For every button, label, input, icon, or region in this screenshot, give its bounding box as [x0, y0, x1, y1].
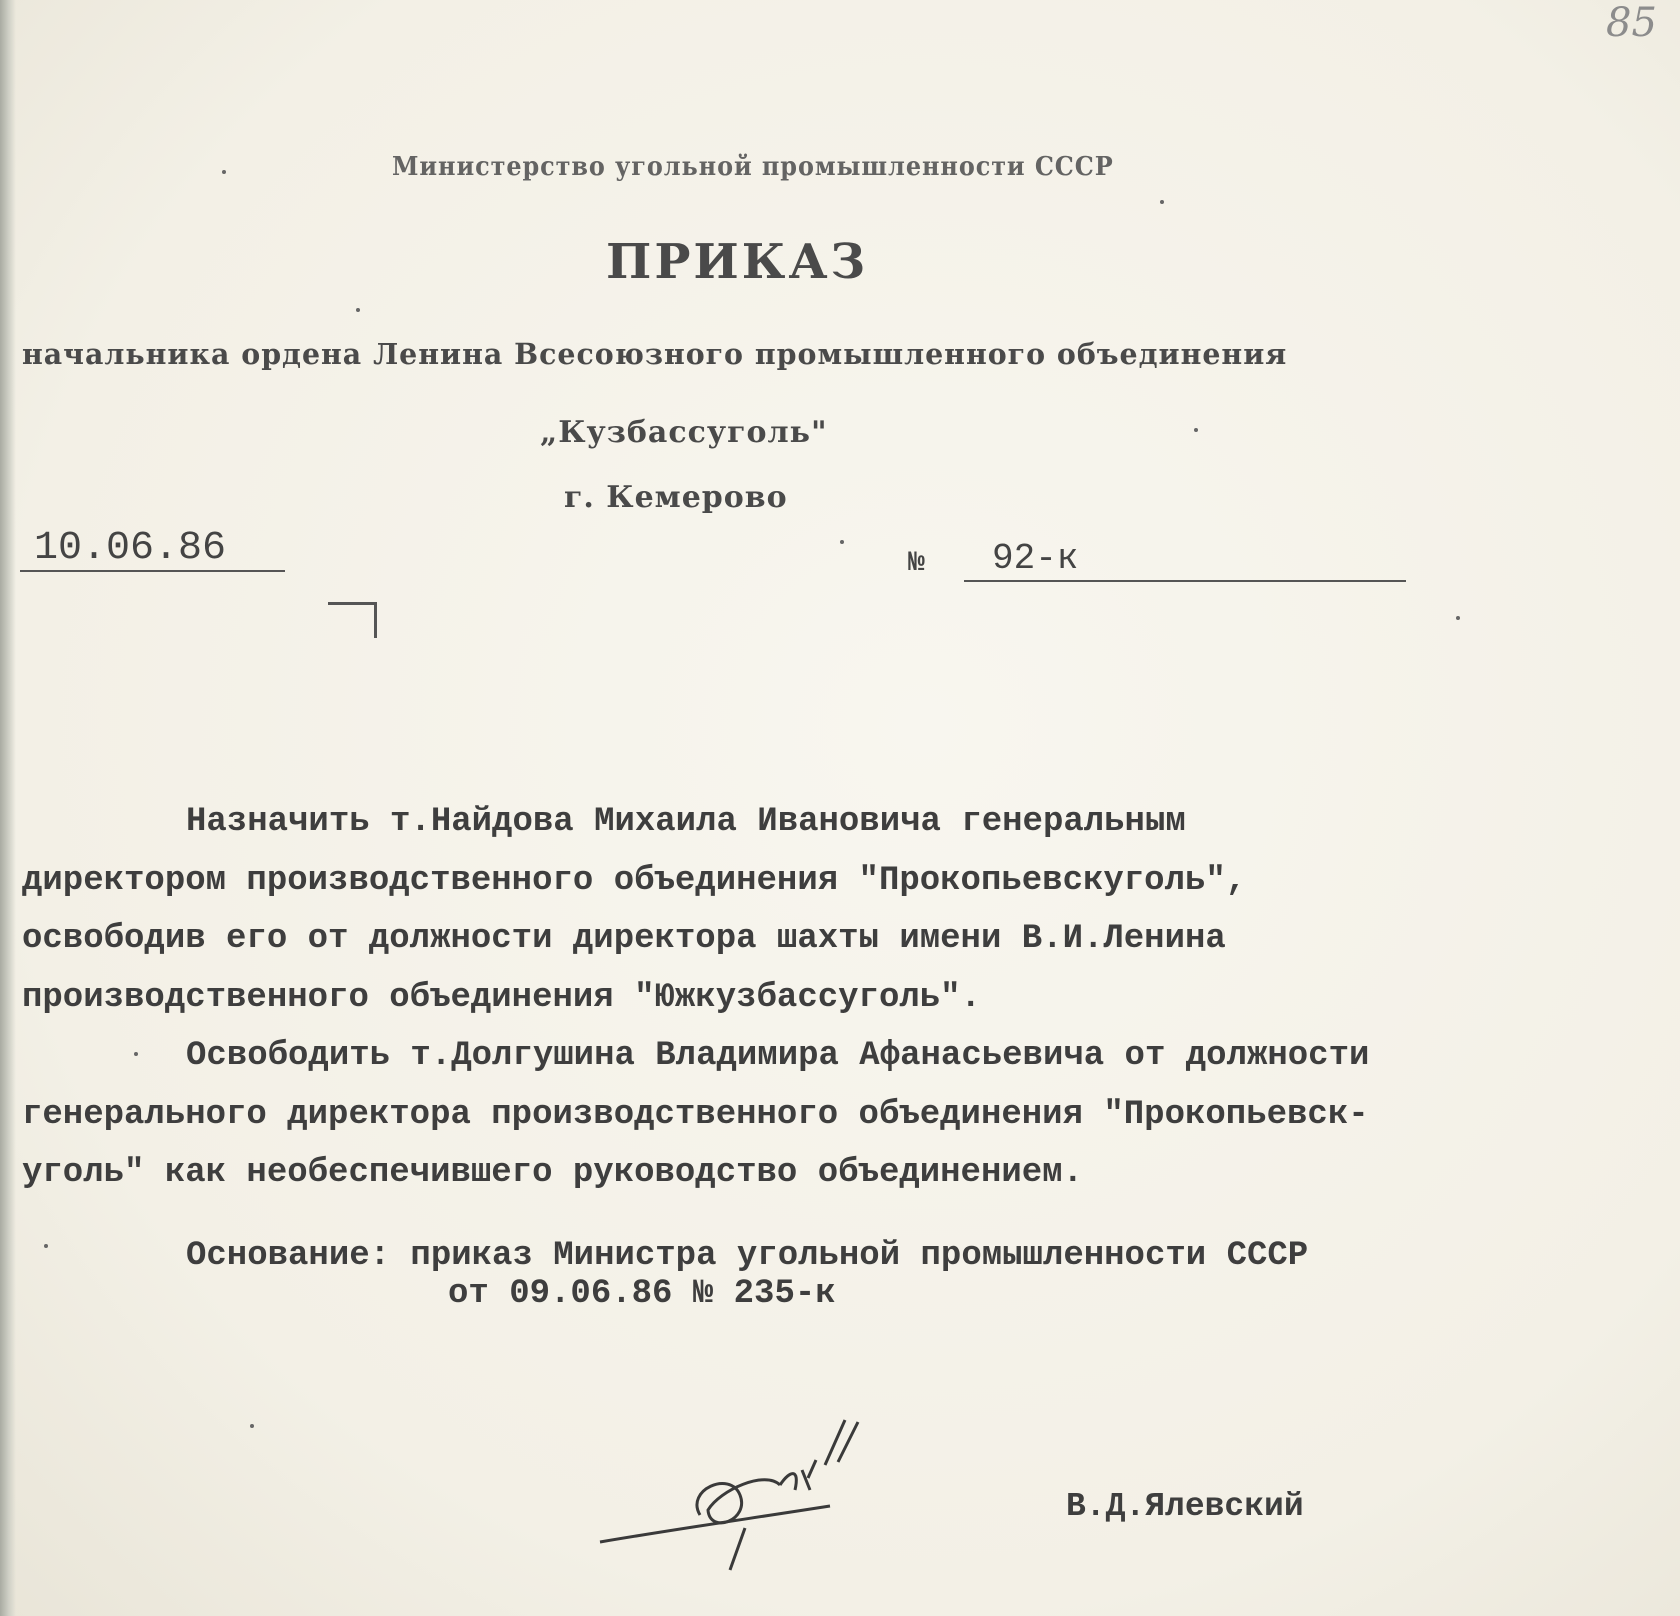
scan-speck — [840, 540, 844, 544]
city-line: г. Кемерово — [564, 480, 788, 515]
scan-edge-shadow — [0, 0, 16, 1616]
corner-mark — [328, 602, 376, 605]
order-body — [22, 793, 1662, 1203]
handwritten-signature — [590, 1410, 920, 1580]
basis-block — [186, 1237, 1308, 1313]
document-title: ПРИКАЗ — [606, 234, 869, 290]
paragraph-dismissal — [22, 1027, 1662, 1203]
body-line: уголь" как необеспечившего руководство объединением. — [22, 1154, 1083, 1192]
body-line: Освободить т.Долгушина Владимира Афанасьевича от должности — [186, 1037, 1370, 1075]
body-line: освободив его от должности директора шахты имени В.И.Ленина — [22, 920, 1226, 958]
issuer-line: начальника ордена Ленина Всесоюзного промышленного объединения — [22, 337, 1288, 371]
body-line: Назначить т.Найдова Михаила Ивановича генеральным — [186, 803, 1186, 841]
scan-speck — [134, 1052, 138, 1056]
order-date: 10.06.86 — [20, 526, 285, 572]
scan-speck — [44, 1244, 48, 1248]
scan-speck — [250, 1424, 254, 1428]
body-line: директором производственного объединения "Прокопьевскуголь", — [22, 861, 1247, 900]
basis-line: от 09.06.86 № 235-к — [448, 1275, 836, 1313]
scan-speck — [222, 170, 226, 174]
ministry-header: Министерство угольной промышленности СССР — [392, 152, 1114, 182]
organization-name: „Кузбассуголь" — [540, 415, 828, 450]
signatory-name: В.Д.Ялевский — [1066, 1488, 1304, 1525]
order-number: 92-к — [964, 538, 1406, 582]
scan-speck — [1456, 616, 1460, 620]
basis-line: Основание: приказ Министра угольной промышленности СССР — [186, 1237, 1309, 1275]
body-line: генерального директора производственного объединения "Прокопьевск- — [22, 1095, 1369, 1134]
order-number-label: № — [908, 548, 925, 579]
archive-page-number: 85 — [1606, 0, 1657, 46]
scan-speck — [356, 308, 360, 312]
corner-mark — [374, 602, 377, 638]
body-line: производственного объединения "Южкузбассуголь". — [22, 978, 981, 1017]
scan-speck — [1160, 200, 1164, 204]
paragraph-appointment — [22, 793, 1662, 1027]
scan-speck — [1194, 428, 1198, 432]
